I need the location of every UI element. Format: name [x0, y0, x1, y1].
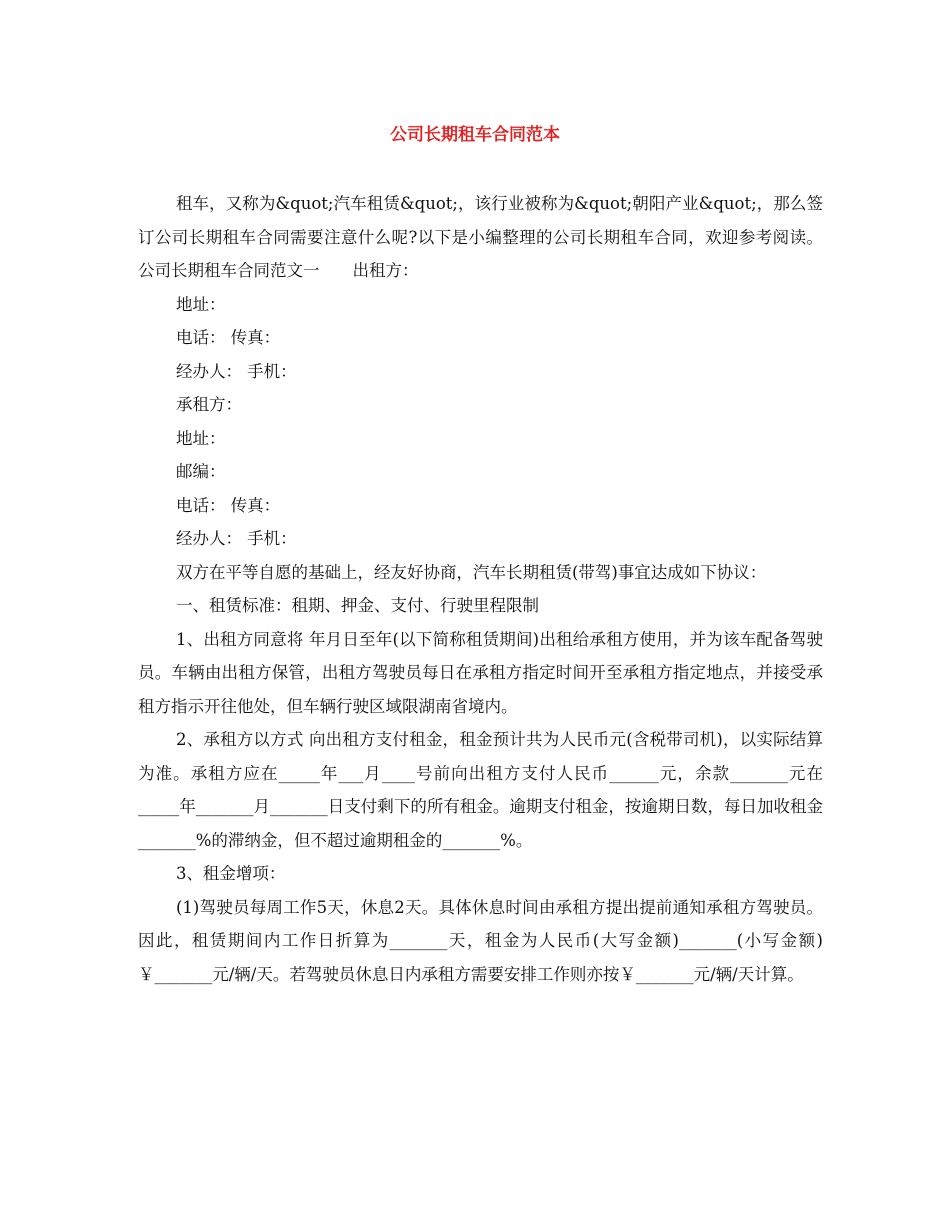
clause-1: 1、出租方同意将 年月日至年(以下简称租赁期间)出租给承租方使用，并为该车配备驾驶员。车辆由出租方保管，出租方驾驶员每日在承租方指定时间开至承租方指定地点，并接受承租方指示开往他处，但车辆行驶区域限湖南省境内。 [138, 629, 823, 716]
document-body [138, 187, 823, 991]
lessor-agent-mobile-line: 经办人： 手机： [175, 361, 297, 381]
lessor-address-line: 地址： [175, 294, 226, 314]
lessee-address-line: 地址： [175, 428, 226, 448]
lessee-agent-mobile-line: 经办人： 手机： [175, 529, 297, 548]
lessee-postcode-line: 邮编： [175, 462, 226, 481]
intro-paragraph: 租车，又称为&quot;汽车租赁&quot;，该行业被称为&quot;朝阳产业&quot;，那么签订公司长期租车合同需要注意什么呢?以下是小编整理的公司长期租车合同，欢迎参考阅读。 公司长期租车合同范文一 出租方： [138, 194, 823, 280]
lessor-phone-fax-line: 电话： 传真： [175, 328, 281, 347]
section-heading-rental-standard: 一、租赁标准：租期、押金、支付、行驶里程限制 [175, 596, 539, 615]
clause-3-heading: 3、租金增项： [175, 864, 286, 883]
agreement-paragraph: 双方在平等自愿的基础上，经友好协商，汽车长期租赁(带驾)事宜达成如下协议： [175, 562, 767, 582]
lessee-line: 承租方： [175, 395, 242, 414]
clause-3-item-1: (1)驾驶员每周工作5天，休息2天。具体休息时间由承租方提出提前通知承租方驾驶员。因此，租赁期间内工作日折算为_______天，租金为人民币(大写金额)_______(小写金额)￥_______元/辆/天。若驾驶员休息日内承租方需要安排工作则亦按￥_______元/辆/天计算。 [138, 897, 823, 984]
document-title: 公司长期租车合同范本 [390, 125, 560, 145]
clause-2: 2、承租方以方式 向出租方支付租金，租金预计共为人民币元(含税带司机)，以实际结算为准。承租方应在_____年___月____号前向出租方支付人民币______元，余款_______元在_____年_______月_______日支付剩下的所有租金。逾期支付租金，按逾期日数，每日加收租金_______%的滞纳金，但不超过逾期租金的_______%。 [138, 730, 823, 850]
lessee-phone-fax-line: 电话： 传真： [175, 495, 281, 515]
